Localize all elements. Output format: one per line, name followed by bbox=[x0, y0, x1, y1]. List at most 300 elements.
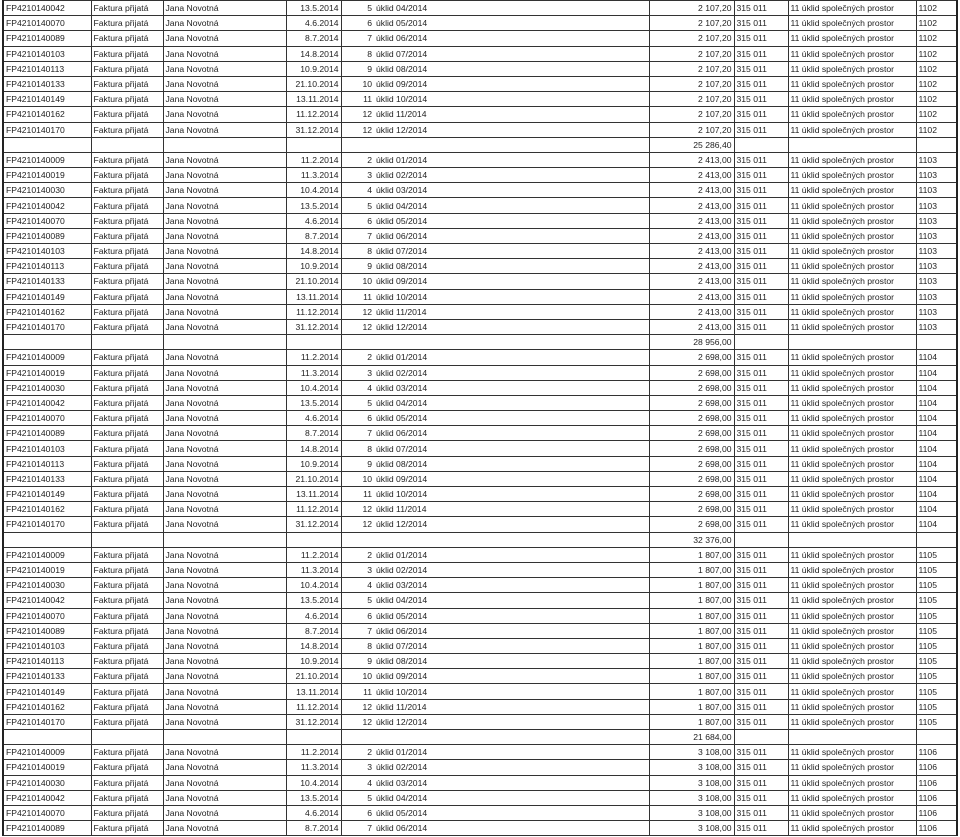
invoice-number-cell: FP4210140149 bbox=[3, 92, 91, 107]
invoice-date-cell: 8.7.2014 bbox=[286, 426, 341, 441]
amount-cell: 2 698,00 bbox=[649, 365, 734, 380]
month-number-cell: 11 bbox=[341, 92, 374, 107]
invoice-number-cell: FP4210140042 bbox=[3, 593, 91, 608]
document-type-cell: Faktura přijatá bbox=[91, 638, 163, 653]
group-total-row bbox=[3, 730, 957, 745]
invoice-date-cell: 11.3.2014 bbox=[286, 760, 341, 775]
document-type-cell: Faktura přijatá bbox=[91, 745, 163, 760]
amount-cell: 2 698,00 bbox=[649, 441, 734, 456]
description-cell: úklid 11/2014 bbox=[374, 304, 649, 319]
month-number-cell: 4 bbox=[341, 578, 374, 593]
account-number-cell: 315 011 bbox=[734, 578, 788, 593]
invoice-number-cell: FP4210140133 bbox=[3, 471, 91, 486]
cost-center-cell: 1103 bbox=[916, 289, 957, 304]
cost-center-cell: 1106 bbox=[916, 821, 957, 836]
month-number-cell: 6 bbox=[341, 16, 374, 31]
person-name-cell: Jana Novotná bbox=[163, 775, 286, 790]
table-row bbox=[3, 274, 957, 289]
month-number-cell: 8 bbox=[341, 244, 374, 259]
amount-cell: 2 413,00 bbox=[649, 183, 734, 198]
amount-cell: 1 807,00 bbox=[649, 669, 734, 684]
month-number-cell: 9 bbox=[341, 654, 374, 669]
amount-cell: 2 107,20 bbox=[649, 61, 734, 76]
empty-cell bbox=[374, 335, 649, 350]
month-number-cell: 7 bbox=[341, 426, 374, 441]
table-row bbox=[3, 259, 957, 274]
cost-center-cell: 1102 bbox=[916, 107, 957, 122]
table-row bbox=[3, 289, 957, 304]
empty-cell bbox=[91, 730, 163, 745]
document-type-cell: Faktura přijatá bbox=[91, 669, 163, 684]
empty-cell bbox=[341, 137, 374, 152]
description-cell: úklid 08/2014 bbox=[374, 456, 649, 471]
document-type-cell: Faktura přijatá bbox=[91, 152, 163, 167]
invoice-date-cell: 11.3.2014 bbox=[286, 365, 341, 380]
cost-category-cell: 11 úklid společných prostor bbox=[788, 304, 916, 319]
document-type-cell: Faktura přijatá bbox=[91, 487, 163, 502]
account-number-cell: 315 011 bbox=[734, 471, 788, 486]
account-number-cell: 315 011 bbox=[734, 46, 788, 61]
invoice-number-cell: FP4210140009 bbox=[3, 547, 91, 562]
amount-cell: 2 413,00 bbox=[649, 244, 734, 259]
description-cell: úklid 02/2014 bbox=[374, 365, 649, 380]
document-type-cell: Faktura přijatá bbox=[91, 578, 163, 593]
invoice-date-cell: 31.12.2014 bbox=[286, 122, 341, 137]
account-number-cell: 315 011 bbox=[734, 623, 788, 638]
document-type-cell: Faktura přijatá bbox=[91, 228, 163, 243]
group-total-row bbox=[3, 532, 957, 547]
amount-cell: 2 107,20 bbox=[649, 76, 734, 91]
description-cell: úklid 07/2014 bbox=[374, 244, 649, 259]
person-name-cell: Jana Novotná bbox=[163, 76, 286, 91]
invoice-date-cell: 10.4.2014 bbox=[286, 380, 341, 395]
document-type-cell: Faktura přijatá bbox=[91, 92, 163, 107]
empty-cell bbox=[286, 137, 341, 152]
cost-category-cell: 11 úklid společných prostor bbox=[788, 669, 916, 684]
invoice-number-cell: FP4210140089 bbox=[3, 821, 91, 836]
table-row bbox=[3, 122, 957, 137]
group-total-amount: 21 684,00 bbox=[649, 730, 734, 745]
cost-center-cell: 1102 bbox=[916, 46, 957, 61]
amount-cell: 2 413,00 bbox=[649, 274, 734, 289]
person-name-cell: Jana Novotná bbox=[163, 274, 286, 289]
person-name-cell: Jana Novotná bbox=[163, 183, 286, 198]
person-name-cell: Jana Novotná bbox=[163, 395, 286, 410]
invoice-date-cell: 8.7.2014 bbox=[286, 821, 341, 836]
document-type-cell: Faktura přijatá bbox=[91, 168, 163, 183]
invoice-number-cell: FP4210140030 bbox=[3, 578, 91, 593]
document-type-cell: Faktura přijatá bbox=[91, 365, 163, 380]
table-row bbox=[3, 517, 957, 532]
account-number-cell: 315 011 bbox=[734, 122, 788, 137]
invoice-date-cell: 13.5.2014 bbox=[286, 790, 341, 805]
invoice-number-cell: FP4210140113 bbox=[3, 456, 91, 471]
document-type-cell: Faktura přijatá bbox=[91, 76, 163, 91]
group-total-row bbox=[3, 335, 957, 350]
person-name-cell: Jana Novotná bbox=[163, 654, 286, 669]
description-cell: úklid 03/2014 bbox=[374, 380, 649, 395]
invoice-date-cell: 14.8.2014 bbox=[286, 244, 341, 259]
person-name-cell: Jana Novotná bbox=[163, 46, 286, 61]
amount-cell: 2 107,20 bbox=[649, 92, 734, 107]
month-number-cell: 5 bbox=[341, 198, 374, 213]
account-number-cell: 315 011 bbox=[734, 654, 788, 669]
cost-center-cell: 1104 bbox=[916, 517, 957, 532]
invoice-date-cell: 10.9.2014 bbox=[286, 61, 341, 76]
account-number-cell: 315 011 bbox=[734, 31, 788, 46]
invoice-date-cell: 11.2.2014 bbox=[286, 350, 341, 365]
person-name-cell: Jana Novotná bbox=[163, 805, 286, 820]
invoice-date-cell: 14.8.2014 bbox=[286, 441, 341, 456]
cost-category-cell: 11 úklid společných prostor bbox=[788, 350, 916, 365]
cost-category-cell: 11 úklid společných prostor bbox=[788, 289, 916, 304]
empty-cell bbox=[3, 730, 91, 745]
document-type-cell: Faktura přijatá bbox=[91, 31, 163, 46]
amount-cell: 2 107,20 bbox=[649, 107, 734, 122]
group-total-amount: 32 376,00 bbox=[649, 532, 734, 547]
month-number-cell: 2 bbox=[341, 152, 374, 167]
amount-cell: 2 413,00 bbox=[649, 289, 734, 304]
month-number-cell: 12 bbox=[341, 319, 374, 334]
amount-cell: 1 807,00 bbox=[649, 578, 734, 593]
invoice-number-cell: FP4210140019 bbox=[3, 760, 91, 775]
invoice-number-cell: FP4210140162 bbox=[3, 107, 91, 122]
description-cell: úklid 12/2014 bbox=[374, 122, 649, 137]
invoice-date-cell: 13.11.2014 bbox=[286, 487, 341, 502]
cost-center-cell: 1105 bbox=[916, 593, 957, 608]
invoice-date-cell: 31.12.2014 bbox=[286, 714, 341, 729]
cost-category-cell: 11 úklid společných prostor bbox=[788, 547, 916, 562]
empty-cell bbox=[163, 335, 286, 350]
invoice-date-cell: 31.12.2014 bbox=[286, 517, 341, 532]
cost-center-cell: 1103 bbox=[916, 213, 957, 228]
cost-category-cell: 11 úklid společných prostor bbox=[788, 760, 916, 775]
description-cell: úklid 07/2014 bbox=[374, 441, 649, 456]
cost-category-cell: 11 úklid společných prostor bbox=[788, 198, 916, 213]
invoice-date-cell: 13.5.2014 bbox=[286, 1, 341, 16]
cost-category-cell: 11 úklid společných prostor bbox=[788, 152, 916, 167]
month-number-cell: 4 bbox=[341, 380, 374, 395]
empty-cell bbox=[3, 532, 91, 547]
empty-cell bbox=[286, 730, 341, 745]
cost-center-cell: 1104 bbox=[916, 487, 957, 502]
invoice-date-cell: 11.12.2014 bbox=[286, 304, 341, 319]
month-number-cell: 8 bbox=[341, 441, 374, 456]
empty-cell bbox=[341, 335, 374, 350]
invoice-date-cell: 11.12.2014 bbox=[286, 502, 341, 517]
month-number-cell: 12 bbox=[341, 107, 374, 122]
description-cell: úklid 11/2014 bbox=[374, 502, 649, 517]
cost-category-cell: 11 úklid společných prostor bbox=[788, 380, 916, 395]
invoice-number-cell: FP4210140089 bbox=[3, 228, 91, 243]
month-number-cell: 11 bbox=[341, 289, 374, 304]
cost-category-cell: 11 úklid společných prostor bbox=[788, 699, 916, 714]
person-name-cell: Jana Novotná bbox=[163, 699, 286, 714]
document-type-cell: Faktura přijatá bbox=[91, 259, 163, 274]
person-name-cell: Jana Novotná bbox=[163, 547, 286, 562]
amount-cell: 2 413,00 bbox=[649, 319, 734, 334]
description-cell: úklid 09/2014 bbox=[374, 471, 649, 486]
cost-center-cell: 1106 bbox=[916, 760, 957, 775]
cost-center-cell: 1104 bbox=[916, 350, 957, 365]
invoice-number-cell: FP4210140170 bbox=[3, 122, 91, 137]
table-row bbox=[3, 213, 957, 228]
cost-center-cell: 1105 bbox=[916, 638, 957, 653]
invoice-date-cell: 11.2.2014 bbox=[286, 547, 341, 562]
person-name-cell: Jana Novotná bbox=[163, 578, 286, 593]
description-cell: úklid 10/2014 bbox=[374, 289, 649, 304]
account-number-cell: 315 011 bbox=[734, 411, 788, 426]
document-type-cell: Faktura přijatá bbox=[91, 471, 163, 486]
description-cell: úklid 07/2014 bbox=[374, 46, 649, 61]
amount-cell: 3 108,00 bbox=[649, 760, 734, 775]
amount-cell: 2 413,00 bbox=[649, 198, 734, 213]
table-row bbox=[3, 441, 957, 456]
description-cell: úklid 05/2014 bbox=[374, 608, 649, 623]
description-cell: úklid 01/2014 bbox=[374, 745, 649, 760]
ledger-table bbox=[2, 0, 958, 836]
document-type-cell: Faktura přijatá bbox=[91, 456, 163, 471]
description-cell: úklid 01/2014 bbox=[374, 547, 649, 562]
invoice-number-cell: FP4210140113 bbox=[3, 61, 91, 76]
person-name-cell: Jana Novotná bbox=[163, 122, 286, 137]
description-cell: úklid 10/2014 bbox=[374, 684, 649, 699]
account-number-cell: 315 011 bbox=[734, 745, 788, 760]
document-type-cell: Faktura přijatá bbox=[91, 790, 163, 805]
invoice-number-cell: FP4210140133 bbox=[3, 274, 91, 289]
document-type-cell: Faktura přijatá bbox=[91, 16, 163, 31]
account-number-cell: 315 011 bbox=[734, 289, 788, 304]
document-type-cell: Faktura přijatá bbox=[91, 426, 163, 441]
cost-category-cell: 11 úklid společných prostor bbox=[788, 593, 916, 608]
cost-category-cell: 11 úklid společných prostor bbox=[788, 517, 916, 532]
document-type-cell: Faktura přijatá bbox=[91, 380, 163, 395]
table-row bbox=[3, 456, 957, 471]
invoice-number-cell: FP4210140070 bbox=[3, 16, 91, 31]
table-row bbox=[3, 502, 957, 517]
month-number-cell: 4 bbox=[341, 775, 374, 790]
cost-center-cell: 1105 bbox=[916, 669, 957, 684]
account-number-cell: 315 011 bbox=[734, 274, 788, 289]
invoice-date-cell: 10.4.2014 bbox=[286, 775, 341, 790]
cost-center-cell: 1103 bbox=[916, 183, 957, 198]
month-number-cell: 3 bbox=[341, 562, 374, 577]
person-name-cell: Jana Novotná bbox=[163, 623, 286, 638]
description-cell: úklid 02/2014 bbox=[374, 562, 649, 577]
description-cell: úklid 09/2014 bbox=[374, 76, 649, 91]
table-row bbox=[3, 183, 957, 198]
person-name-cell: Jana Novotná bbox=[163, 1, 286, 16]
description-cell: úklid 10/2014 bbox=[374, 487, 649, 502]
invoice-date-cell: 13.5.2014 bbox=[286, 198, 341, 213]
table-row bbox=[3, 380, 957, 395]
month-number-cell: 6 bbox=[341, 608, 374, 623]
cost-center-cell: 1106 bbox=[916, 790, 957, 805]
account-number-cell: 315 011 bbox=[734, 608, 788, 623]
cost-center-cell: 1106 bbox=[916, 745, 957, 760]
amount-cell: 1 807,00 bbox=[649, 623, 734, 638]
empty-cell bbox=[3, 137, 91, 152]
account-number-cell: 315 011 bbox=[734, 168, 788, 183]
account-number-cell: 315 011 bbox=[734, 456, 788, 471]
empty-cell bbox=[341, 730, 374, 745]
invoice-number-cell: FP4210140089 bbox=[3, 426, 91, 441]
cost-category-cell: 11 úklid společných prostor bbox=[788, 487, 916, 502]
invoice-number-cell: FP4210140030 bbox=[3, 183, 91, 198]
empty-cell bbox=[374, 137, 649, 152]
description-cell: úklid 06/2014 bbox=[374, 821, 649, 836]
account-number-cell: 315 011 bbox=[734, 699, 788, 714]
document-type-cell: Faktura přijatá bbox=[91, 714, 163, 729]
account-number-cell: 315 011 bbox=[734, 16, 788, 31]
cost-category-cell: 11 úklid společných prostor bbox=[788, 365, 916, 380]
cost-category-cell: 11 úklid společných prostor bbox=[788, 274, 916, 289]
description-cell: úklid 08/2014 bbox=[374, 654, 649, 669]
invoice-number-cell: FP4210140019 bbox=[3, 365, 91, 380]
invoice-number-cell: FP4210140070 bbox=[3, 213, 91, 228]
table-row bbox=[3, 304, 957, 319]
cost-center-cell: 1102 bbox=[916, 61, 957, 76]
empty-cell bbox=[788, 137, 916, 152]
person-name-cell: Jana Novotná bbox=[163, 608, 286, 623]
account-number-cell: 315 011 bbox=[734, 547, 788, 562]
empty-cell bbox=[734, 137, 788, 152]
invoice-number-cell: FP4210140009 bbox=[3, 152, 91, 167]
cost-category-cell: 11 úklid společných prostor bbox=[788, 502, 916, 517]
amount-cell: 2 107,20 bbox=[649, 122, 734, 137]
month-number-cell: 9 bbox=[341, 259, 374, 274]
invoice-date-cell: 8.7.2014 bbox=[286, 228, 341, 243]
cost-category-cell: 11 úklid společných prostor bbox=[788, 441, 916, 456]
amount-cell: 2 107,20 bbox=[649, 1, 734, 16]
person-name-cell: Jana Novotná bbox=[163, 714, 286, 729]
cost-category-cell: 11 úklid společných prostor bbox=[788, 244, 916, 259]
table-row bbox=[3, 411, 957, 426]
table-row bbox=[3, 471, 957, 486]
cost-category-cell: 11 úklid společných prostor bbox=[788, 107, 916, 122]
table-row bbox=[3, 1, 957, 16]
description-cell: úklid 04/2014 bbox=[374, 1, 649, 16]
empty-cell bbox=[734, 532, 788, 547]
document-type-cell: Faktura přijatá bbox=[91, 684, 163, 699]
account-number-cell: 315 011 bbox=[734, 380, 788, 395]
cost-category-cell: 11 úklid společných prostor bbox=[788, 684, 916, 699]
account-number-cell: 315 011 bbox=[734, 593, 788, 608]
invoice-number-cell: FP4210140089 bbox=[3, 31, 91, 46]
invoice-number-cell: FP4210140149 bbox=[3, 487, 91, 502]
invoice-number-cell: FP4210140103 bbox=[3, 638, 91, 653]
invoice-date-cell: 13.11.2014 bbox=[286, 92, 341, 107]
cost-center-cell: 1103 bbox=[916, 244, 957, 259]
document-type-cell: Faktura přijatá bbox=[91, 350, 163, 365]
amount-cell: 2 413,00 bbox=[649, 152, 734, 167]
person-name-cell: Jana Novotná bbox=[163, 365, 286, 380]
empty-cell bbox=[91, 335, 163, 350]
amount-cell: 1 807,00 bbox=[649, 608, 734, 623]
invoice-date-cell: 10.9.2014 bbox=[286, 654, 341, 669]
amount-cell: 2 413,00 bbox=[649, 213, 734, 228]
person-name-cell: Jana Novotná bbox=[163, 107, 286, 122]
invoice-number-cell: FP4210140009 bbox=[3, 350, 91, 365]
invoice-date-cell: 10.9.2014 bbox=[286, 259, 341, 274]
cost-category-cell: 11 úklid společných prostor bbox=[788, 638, 916, 653]
invoice-number-cell: FP4210140042 bbox=[3, 790, 91, 805]
document-type-cell: Faktura přijatá bbox=[91, 760, 163, 775]
person-name-cell: Jana Novotná bbox=[163, 426, 286, 441]
invoice-date-cell: 4.6.2014 bbox=[286, 411, 341, 426]
amount-cell: 1 807,00 bbox=[649, 654, 734, 669]
month-number-cell: 4 bbox=[341, 183, 374, 198]
table-row bbox=[3, 168, 957, 183]
person-name-cell: Jana Novotná bbox=[163, 487, 286, 502]
person-name-cell: Jana Novotná bbox=[163, 304, 286, 319]
cost-category-cell: 11 úklid společných prostor bbox=[788, 213, 916, 228]
amount-cell: 3 108,00 bbox=[649, 745, 734, 760]
person-name-cell: Jana Novotná bbox=[163, 562, 286, 577]
table-row bbox=[3, 790, 957, 805]
month-number-cell: 7 bbox=[341, 821, 374, 836]
invoice-number-cell: FP4210140030 bbox=[3, 775, 91, 790]
invoice-date-cell: 11.12.2014 bbox=[286, 107, 341, 122]
invoice-date-cell: 21.10.2014 bbox=[286, 471, 341, 486]
document-type-cell: Faktura přijatá bbox=[91, 395, 163, 410]
table-row bbox=[3, 608, 957, 623]
description-cell: úklid 08/2014 bbox=[374, 259, 649, 274]
cost-category-cell: 11 úklid společných prostor bbox=[788, 61, 916, 76]
invoice-number-cell: FP4210140070 bbox=[3, 608, 91, 623]
account-number-cell: 315 011 bbox=[734, 183, 788, 198]
invoice-date-cell: 10.4.2014 bbox=[286, 183, 341, 198]
invoice-number-cell: FP4210140149 bbox=[3, 684, 91, 699]
person-name-cell: Jana Novotná bbox=[163, 684, 286, 699]
invoice-number-cell: FP4210140162 bbox=[3, 304, 91, 319]
month-number-cell: 7 bbox=[341, 228, 374, 243]
description-cell: úklid 09/2014 bbox=[374, 274, 649, 289]
table-row bbox=[3, 61, 957, 76]
cost-center-cell: 1106 bbox=[916, 775, 957, 790]
document-type-cell: Faktura přijatá bbox=[91, 213, 163, 228]
table-row bbox=[3, 805, 957, 820]
person-name-cell: Jana Novotná bbox=[163, 244, 286, 259]
invoice-date-cell: 31.12.2014 bbox=[286, 319, 341, 334]
document-type-cell: Faktura přijatá bbox=[91, 244, 163, 259]
cost-center-cell: 1102 bbox=[916, 92, 957, 107]
cost-center-cell: 1105 bbox=[916, 714, 957, 729]
person-name-cell: Jana Novotná bbox=[163, 228, 286, 243]
amount-cell: 2 698,00 bbox=[649, 380, 734, 395]
document-type-cell: Faktura přijatá bbox=[91, 198, 163, 213]
month-number-cell: 3 bbox=[341, 760, 374, 775]
month-number-cell: 10 bbox=[341, 669, 374, 684]
empty-cell bbox=[286, 532, 341, 547]
month-number-cell: 6 bbox=[341, 411, 374, 426]
month-number-cell: 5 bbox=[341, 593, 374, 608]
cost-category-cell: 11 úklid společných prostor bbox=[788, 745, 916, 760]
document-type-cell: Faktura přijatá bbox=[91, 122, 163, 137]
month-number-cell: 8 bbox=[341, 46, 374, 61]
month-number-cell: 6 bbox=[341, 805, 374, 820]
description-cell: úklid 03/2014 bbox=[374, 775, 649, 790]
cost-category-cell: 11 úklid společných prostor bbox=[788, 46, 916, 61]
empty-cell bbox=[916, 335, 957, 350]
account-number-cell: 315 011 bbox=[734, 714, 788, 729]
document-type-cell: Faktura přijatá bbox=[91, 441, 163, 456]
group-total-amount: 25 286,40 bbox=[649, 137, 734, 152]
cost-category-cell: 11 úklid společných prostor bbox=[788, 92, 916, 107]
invoice-number-cell: FP4210140019 bbox=[3, 168, 91, 183]
amount-cell: 2 413,00 bbox=[649, 168, 734, 183]
cost-category-cell: 11 úklid společných prostor bbox=[788, 319, 916, 334]
